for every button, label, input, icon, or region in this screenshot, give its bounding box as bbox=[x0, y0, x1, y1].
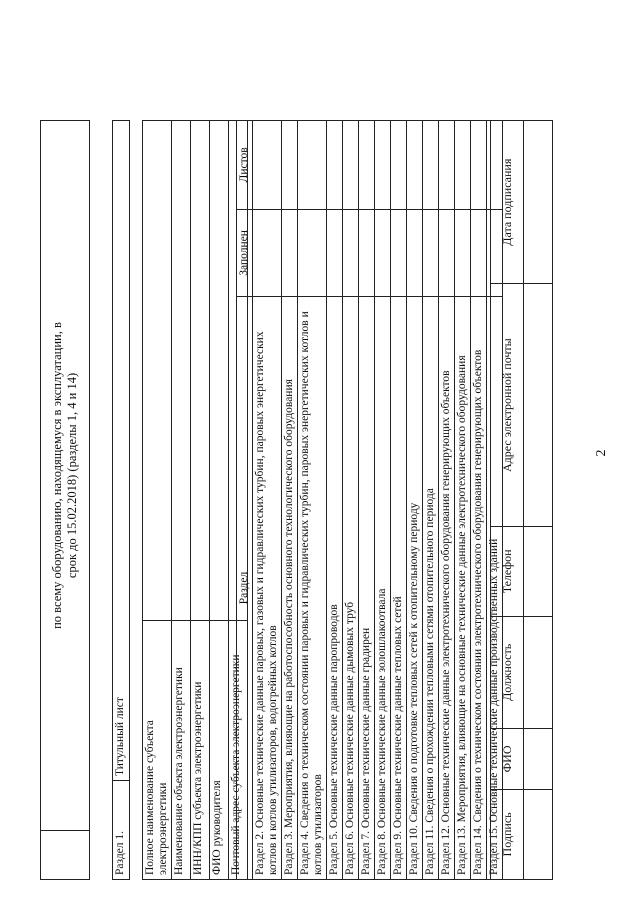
title-name-cell: Титульный лист bbox=[113, 121, 130, 781]
subject-label-cell: Наименование объекта электроэнергетики bbox=[172, 621, 191, 880]
signature-value-cell bbox=[524, 284, 553, 527]
section-row bbox=[439, 121, 455, 880]
section-filled-cell bbox=[439, 209, 455, 296]
section-sheets-cell bbox=[298, 121, 327, 210]
sections-header-section: Раздел bbox=[237, 297, 253, 880]
signature-header-cell: Телефон bbox=[491, 526, 524, 616]
subject-row bbox=[172, 121, 191, 880]
section-sheets-cell bbox=[439, 121, 455, 210]
section-row bbox=[423, 121, 439, 880]
section-name-cell: Раздел 6. Основные технические данные дымовых труб bbox=[343, 297, 359, 880]
subject-value-cell bbox=[191, 121, 210, 621]
title-table bbox=[112, 120, 130, 880]
subject-value-cell bbox=[143, 121, 172, 621]
subject-label-cell: ИНН/КПП субъекта электроэнергетики bbox=[191, 621, 210, 880]
header-box bbox=[40, 120, 90, 880]
section-row bbox=[253, 121, 282, 880]
section-name-cell: Раздел 13. Мероприятия, влияющие на основные технические данные электротехнического оборудования bbox=[455, 297, 471, 880]
signature-table bbox=[490, 120, 553, 880]
subject-row bbox=[143, 121, 172, 880]
section-filled-cell bbox=[359, 209, 375, 296]
signature-header-cell: Дата подписания bbox=[491, 121, 524, 284]
section-name-cell: Раздел 14. Сведения о техническом состоянии электротехнического оборудования генерирующих объектов bbox=[471, 297, 487, 880]
signature-header-cell: Адрес электронной почты bbox=[491, 284, 524, 527]
section-filled-cell bbox=[471, 209, 487, 296]
signature-value-cell bbox=[524, 616, 553, 728]
section-filled-cell bbox=[327, 209, 343, 296]
section-name-cell: Раздел 2. Основные технические данные паровых, газовых и гидравлических турбин, паровых энергетических котлов и котлов утилизаторов, водогрейных котлов bbox=[253, 297, 282, 880]
section-name-cell: Раздел 9. Основные технические данные тепловых сетей bbox=[391, 297, 407, 880]
subject-label-cell: ФИО руководителя bbox=[210, 621, 229, 880]
document-sheet bbox=[40, 100, 560, 880]
section-filled-cell bbox=[423, 209, 439, 296]
section-row bbox=[343, 121, 359, 880]
section-sheets-cell bbox=[423, 121, 439, 210]
section-row bbox=[455, 121, 471, 880]
section-filled-cell bbox=[455, 209, 471, 296]
header-blank-cell bbox=[41, 831, 90, 880]
section-filled-cell bbox=[391, 209, 407, 296]
section-sheets-cell bbox=[359, 121, 375, 210]
subject-label-cell: Почтовый адрес субъекта электроэнергетики bbox=[229, 621, 248, 880]
signature-header-cell: ФИО bbox=[491, 728, 524, 789]
section-sheets-cell bbox=[455, 121, 471, 210]
sections-header-sheets: Листов bbox=[237, 121, 253, 210]
subject-table bbox=[142, 120, 248, 880]
section-row bbox=[298, 121, 327, 880]
section-name-cell: Раздел 11. Сведения о прохождении тепловыми сетями отопительного периода bbox=[423, 297, 439, 880]
section-filled-cell bbox=[298, 209, 327, 296]
signature-value-cell bbox=[524, 526, 553, 616]
signature-value-cell bbox=[524, 728, 553, 789]
section-name-cell: Раздел 15. Основные технические данные производственных зданий bbox=[487, 297, 503, 880]
section-sheets-cell bbox=[375, 121, 391, 210]
sections-header-filled: Заполнен bbox=[237, 209, 253, 296]
header-line-2: срок до 15.02.2018) (разделы 1, 4 и 14) bbox=[65, 372, 79, 579]
section-filled-cell bbox=[282, 209, 298, 296]
page-number: 2 bbox=[594, 449, 609, 457]
section-sheets-cell bbox=[343, 121, 359, 210]
header-text-cell bbox=[41, 121, 90, 831]
section-filled-cell bbox=[407, 209, 423, 296]
section-name-cell: Раздел 10. Сведения о подготовке тепловых сетей к отопительному периоду bbox=[407, 297, 423, 880]
section-filled-cell bbox=[343, 209, 359, 296]
signature-header-cell: Подпись bbox=[491, 789, 524, 879]
section-row bbox=[471, 121, 487, 880]
section-sheets-cell bbox=[253, 121, 282, 210]
signature-value-cell bbox=[524, 789, 553, 879]
section-row bbox=[359, 121, 375, 880]
header-line-1: по всему оборудованию, находящемуся в эксплуатации, в bbox=[50, 322, 64, 629]
section-row bbox=[391, 121, 407, 880]
section-sheets-cell bbox=[391, 121, 407, 210]
section-name-cell: Раздел 3. Мероприятия, влияющие на работоспособность основного технологического оборудования bbox=[282, 297, 298, 880]
section-row bbox=[282, 121, 298, 880]
section-sheets-cell bbox=[471, 121, 487, 210]
subject-value-cell bbox=[172, 121, 191, 621]
sections-table bbox=[236, 120, 503, 880]
section-sheets-cell bbox=[407, 121, 423, 210]
subject-row bbox=[191, 121, 210, 880]
subject-value-cell bbox=[210, 121, 229, 621]
section-name-cell: Раздел 8. Основные технические данные золошлакоотвала bbox=[375, 297, 391, 880]
section-name-cell: Раздел 5. Основные технические данные паропроводов bbox=[327, 297, 343, 880]
subject-label-cell: Полное наименование субъекта электроэнергетики bbox=[143, 621, 172, 880]
section-row bbox=[327, 121, 343, 880]
subject-row bbox=[210, 121, 229, 880]
section-name-cell: Раздел 12. Основные технические данные электротехнического оборудования генерирующих объектов bbox=[439, 297, 455, 880]
section-sheets-cell bbox=[327, 121, 343, 210]
title-section-cell: Раздел 1. bbox=[113, 781, 130, 880]
section-filled-cell bbox=[253, 209, 282, 296]
section-row bbox=[407, 121, 423, 880]
section-name-cell: Раздел 7. Основные технические данные градирен bbox=[359, 297, 375, 880]
signature-header-cell: Должность bbox=[491, 616, 524, 728]
signature-value-cell bbox=[524, 121, 553, 284]
section-name-cell: Раздел 4. Сведения о техническом состоянии паровых и гидравлических турбин, паровых энергетических котлов и котлов утилизаторов bbox=[298, 297, 327, 880]
section-filled-cell bbox=[375, 209, 391, 296]
section-row bbox=[375, 121, 391, 880]
section-sheets-cell bbox=[282, 121, 298, 210]
